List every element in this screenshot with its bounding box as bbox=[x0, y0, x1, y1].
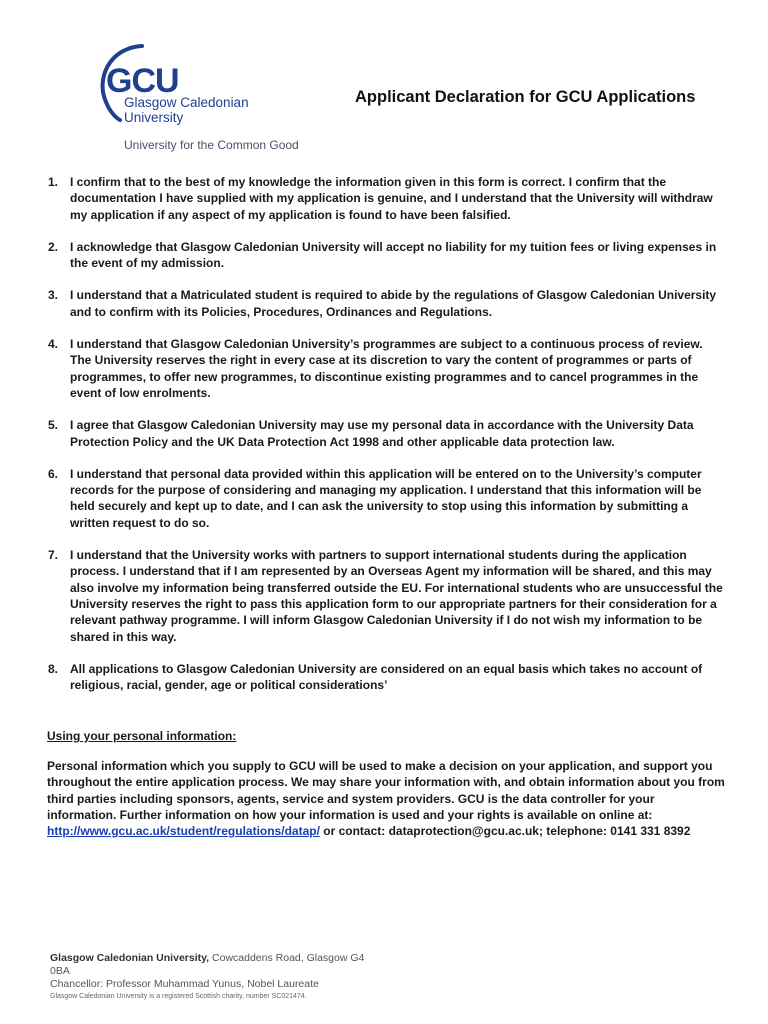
declaration-text: I understand that the University works with partners to support international students during the application process. I understand that if I am represented by an Overseas Agent my information will be shared, and this may also involve my information being transferred outside the EU. For international students who are unsuccessful the University reserves the right to pass this application form to our appropriate partners for their consideration for a relevant pathway programme. I will inform Glasgow Caledonian University if I do not wish my information to be shared in this way. bbox=[70, 548, 723, 644]
declaration-number: 4. bbox=[48, 337, 59, 352]
footer-address: Cowcaddens Road, Glasgow G4 0BA bbox=[50, 952, 365, 977]
personal-info-section bbox=[47, 729, 727, 839]
declaration-text: I acknowledge that Glasgow Caledonian University will accept no liability for my tuition fees or living expenses in the event of my admission. bbox=[70, 239, 717, 271]
declaration-text: All applications to Glasgow Caledonian University are considered on an equal basis which takes no account of religious, racial, gender, age or political considerations’ bbox=[70, 661, 703, 693]
logo-name-line2: University bbox=[124, 110, 184, 125]
personal-info-body bbox=[47, 758, 727, 839]
personal-info-heading: Using your personal information: bbox=[47, 729, 237, 743]
declaration-number: 2. bbox=[48, 239, 59, 254]
footer-address-line bbox=[50, 952, 380, 978]
declaration-number: 1. bbox=[48, 175, 59, 189]
declaration-text: I understand that Glasgow Caledonian University’s programmes are subject to a continuous process of review. The University reserves the right in every case at its discretion to vary the content of programmes or parts of programmes, to offer new programmes, to discontinue existing programmes and to cancel programmes in the event of low enrolments. bbox=[70, 337, 703, 400]
gcu-logo bbox=[96, 40, 306, 160]
page-title: Applicant Declaration for GCU Applications bbox=[355, 88, 696, 106]
personal-info-text: Personal information which you supply to GCU will be used to make a decision on your application, and support you throughout the entire application process. We may share your information with, and obtain information about you from third parties including sponsors, agents, service and system providers. GCU is the data controller for your information. Further information on how your information is used and your rights is available on online at: bbox=[47, 759, 725, 822]
contact-text: or contact: dataprotection@gcu.ac.uk; telephone: 0141 331 8392 bbox=[319, 824, 691, 839]
declaration-item bbox=[40, 239, 726, 272]
declaration-item bbox=[40, 417, 726, 450]
logo-tagline: University for the Common Good bbox=[124, 138, 299, 152]
logo-abbr: GCU bbox=[106, 62, 179, 100]
footer-org: Glasgow Caledonian University, bbox=[50, 952, 210, 964]
declaration-number: 8. bbox=[48, 661, 59, 676]
declaration-item bbox=[40, 661, 726, 694]
data-protection-link[interactable]: http://www.gcu.ac.uk/student/regulations/datap/ bbox=[47, 824, 320, 839]
declaration-number: 6. bbox=[48, 466, 59, 481]
declaration-item bbox=[40, 287, 726, 320]
logo-name bbox=[124, 95, 249, 125]
footer-chancellor: Chancellor: Professor Muhammad Yunus, Nobel Laureate bbox=[50, 978, 319, 990]
declaration-number: 7. bbox=[48, 548, 59, 563]
declaration-text: I agree that Glasgow Caledonian University may use my personal data in accordance with the University Data Protection Policy and the UK Data Protection Act 1998 and other applicable data protection law. bbox=[70, 418, 694, 449]
declaration-item bbox=[40, 466, 726, 531]
footer-charity: Glasgow Caledonian University is a registered Scottish charity, number SC021474. bbox=[50, 993, 307, 1000]
declaration-item bbox=[40, 174, 726, 223]
page-footer bbox=[50, 952, 380, 1002]
declaration-text: I understand that a Matriculated student is required to abide by the regulations of Glasgow Caledonian University and to confirm with its Policies, Procedures, Ordinances and Regulations. bbox=[70, 288, 717, 319]
declaration-number: 5. bbox=[48, 418, 59, 433]
declaration-number: 3. bbox=[48, 288, 59, 303]
declaration-item bbox=[40, 336, 726, 401]
declaration-list bbox=[40, 174, 726, 709]
declaration-text: I understand that personal data provided within this application will be entered on to the University’s computer records for the purpose of considering and managing my application. I understand that this information will be held securely and kept up to date, and I can ask the university to stop using this information by submitting a written request to do so. bbox=[70, 466, 702, 530]
declaration-item bbox=[40, 547, 726, 645]
declaration-text: I confirm that to the best of my knowledge the information given in this form is correct. I confirm that the documentation I have supplied with my application is genuine, and I understand that the University will withdraw my application if any aspect of my application is found to have been falsified. bbox=[70, 175, 713, 222]
logo-name-line1: Glasgow Caledonian bbox=[124, 95, 249, 110]
